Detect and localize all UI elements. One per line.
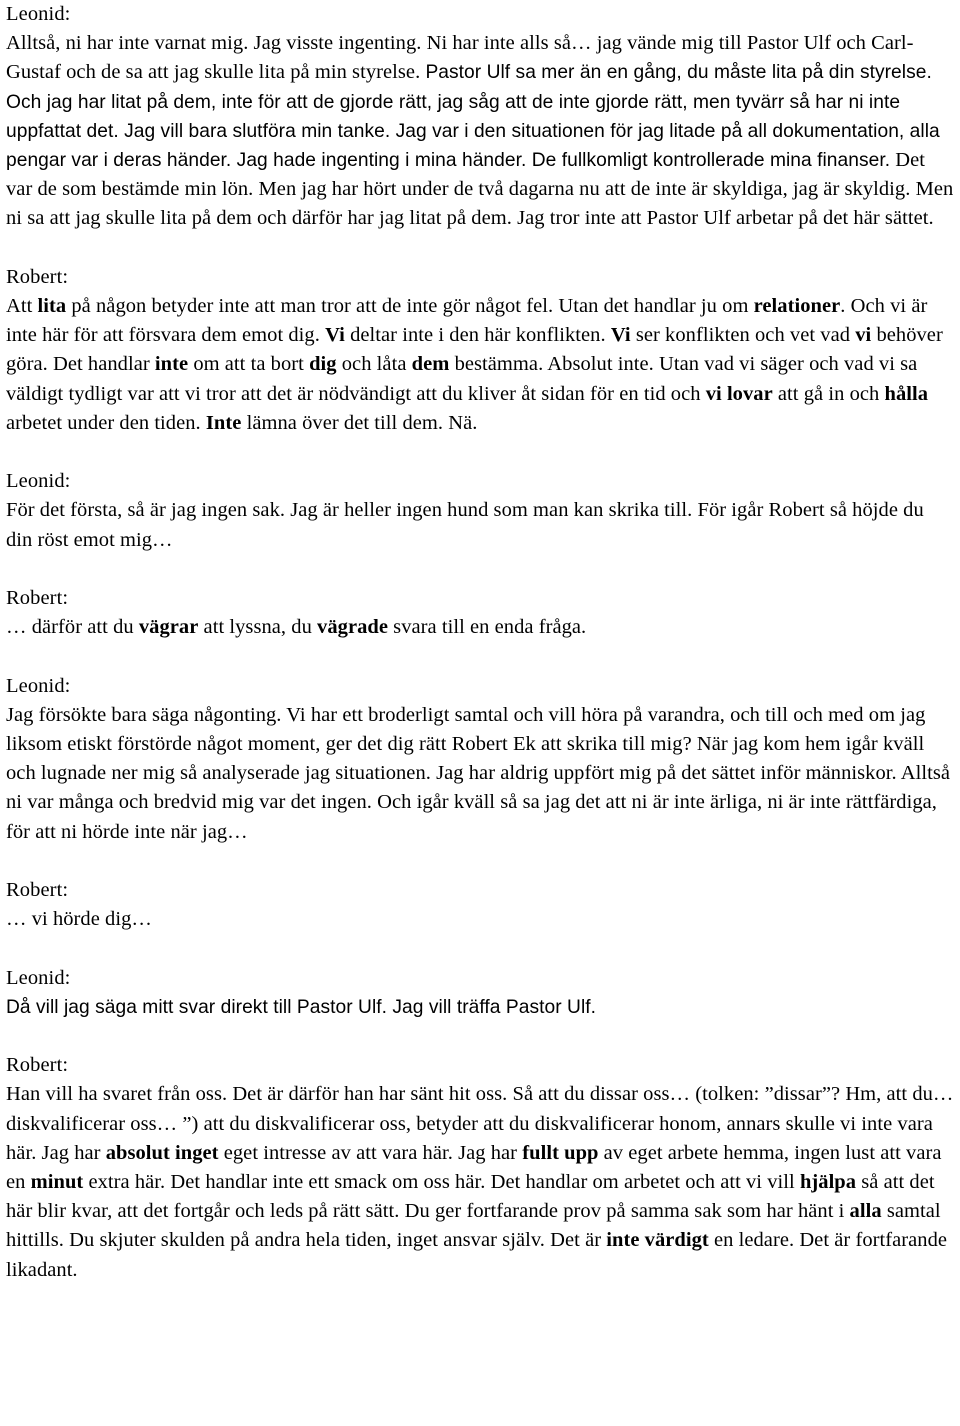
speech-text: För det första, så är jag ingen sak. Jag är heller ingen hund som man kan skrika till. För igår Robert så höjde du din röst emot mig…: [6, 499, 924, 551]
speech-text: deltar inte i den här konflikten.: [344, 324, 611, 347]
speech-text: … vi hörde dig…: [6, 908, 152, 931]
emphasis-text: hjälpa: [799, 1171, 857, 1194]
speaker-label: Leonid:: [6, 674, 71, 697]
speech-text: en ledare. Det är fortfarande likadant.: [6, 1229, 948, 1281]
emphasis-text: dig: [309, 353, 337, 376]
speech-paragraph: [6, 1080, 954, 1284]
emphasis-text: vi lovar: [705, 382, 773, 405]
speech-paragraph: [6, 701, 954, 847]
emphasis-text: inte värdigt: [606, 1229, 709, 1252]
emphasis-text: absolut inget: [105, 1141, 219, 1164]
paragraph-gap: [6, 934, 954, 963]
speech-text: så att det här blir kvar, att det fortgår och leds på rätt sätt. Du ger fortfarande prov på samma sak som har hänt i: [6, 1171, 935, 1223]
speech-paragraph: [6, 613, 954, 642]
speech-text: Pastor Ulf sa mer än en gång, du måste lita på din styrelse. Och jag har litat på dem, inte för att de gjorde rätt, jag såg att de inte gjorde rätt, men tyvärr så har ni inte uppfattat det. Jag vill bara slutföra min tanke. Jag var i den situationen för jag litade på all dokumentation, alla pengar var i deras händer. Jag hade ingenting i mina händer. De fullkomligt kontrollerade mina finanser.: [6, 62, 940, 172]
paragraph-gap: [6, 642, 954, 671]
paragraph-gap: [6, 1022, 954, 1051]
transcript-document: [6, 0, 954, 1285]
speech-text: Han vill ha svaret från oss. Det är därför han har sänt hit oss. Så att du dissar oss… (tolken: ”dissar”? Hm, att du… diskvalificerar oss… ”) att du diskvalificerar oss, betyder att du diskvalificerar honom, annars skulle vi inte vara här. Jag har: [6, 1083, 954, 1164]
speech-text: Alltså, ni har inte varnat mig. Jag visste ingenting. Ni har inte alls så… jag vände mig till Pastor Ulf och Carl-Gustaf och de sa att jag skulle lita på min styrelse.: [6, 32, 914, 84]
emphasis-text: alla: [849, 1200, 882, 1223]
emphasis-text: minut: [30, 1171, 84, 1194]
emphasis-text: inte: [154, 353, 189, 376]
paragraph-gap: [6, 234, 954, 263]
speech-text: samtal hittills. Du skjuter skulden på andra hela tiden, inget ansvar själv. Det är: [6, 1200, 941, 1252]
speech-text: extra här. Det handlar inte ett smack om oss här. Det handlar om arbetet och att vi vill: [83, 1171, 800, 1194]
speaker-label: Robert:: [6, 587, 69, 610]
speech-paragraph: [6, 496, 954, 554]
speech-text: Då vill jag säga mitt svar direkt till Pastor Ulf. Jag vill träffa Pastor Ulf.: [6, 996, 597, 1018]
speaker-label: Robert:: [6, 265, 69, 288]
speech-text: att lyssna, du: [198, 616, 318, 639]
speech-text: … därför att du: [6, 616, 139, 639]
emphasis-text: relationer: [753, 295, 841, 318]
speech-text: svara till en enda fråga.: [388, 616, 587, 639]
speech-text: Att: [6, 295, 38, 318]
speech-paragraph: [6, 993, 954, 1022]
emphasis-text: vi: [855, 324, 872, 347]
emphasis-text: vägrar: [138, 616, 199, 639]
speech-text: lämna över det till dem. Nä.: [241, 411, 478, 434]
paragraph-gap: [6, 438, 954, 467]
paragraph-gap: [6, 555, 954, 584]
speech-paragraph: [6, 29, 954, 233]
speaker-label: Leonid:: [6, 3, 71, 25]
emphasis-text: Vi: [610, 324, 631, 347]
speech-text: Det var de som bestämde min lön. Men jag har hört under de två dagarna nu att de inte är skyldiga, jag är skyldig. Men ni sa att jag skulle lita på dem och därför har jag litat på dem. Jag tror inte att Pastor Ulf arbetar på det här sättet.: [6, 149, 954, 230]
emphasis-text: fullt upp: [522, 1141, 599, 1164]
paragraph-gap: [6, 847, 954, 876]
emphasis-text: hålla: [884, 382, 929, 405]
speech-text: om att ta bort: [188, 353, 310, 376]
speaker-label: Robert:: [6, 1054, 69, 1077]
speech-text: arbetet under den tiden.: [6, 411, 206, 434]
speech-text: Jag försökte bara säga någonting. Vi har ett broderligt samtal och vill höra på varandra, och till och med om jag liksom etiskt förstörde något moment, ger det dig rätt Robert Ek att skrika till mig? När jag kom hem igår kväll och lugnade ner mig så analyserade jag situationen. Jag har aldrig uppfört mig på det sättet inför människor. Alltså ni var många och bredvid mig var det ingen. Och igår kväll så sa jag det att ni är inte ärliga, ni är inte rättfärdiga, för att ni hörde inte när jag…: [6, 703, 950, 843]
speaker-label: Leonid:: [6, 470, 71, 493]
speech-text: eget intresse av att vara här. Jag har: [218, 1141, 523, 1164]
speaker-label: Leonid:: [6, 966, 71, 989]
speech-text: . Och vi är inte här för att försvara dem emot dig.: [6, 295, 928, 347]
speech-text: bestämma. Absolut inte. Utan vad vi säger och vad vi sa väldigt tydligt var att vi tror att det är nödvändigt att du kliver åt sidan för en tid och: [6, 353, 918, 405]
speech-paragraph: [6, 905, 954, 934]
speech-paragraph: [6, 292, 954, 438]
emphasis-text: Inte: [205, 411, 242, 434]
speech-text: ser konflikten och vet vad: [630, 324, 856, 347]
speech-text: på någon betyder inte att man tror att de inte gör något fel. Utan det handlar ju om: [66, 295, 754, 318]
speech-text: behöver göra. Det handlar: [6, 324, 943, 376]
emphasis-text: lita: [37, 295, 67, 318]
emphasis-text: Vi: [325, 324, 345, 347]
speech-text: att gå in och: [772, 382, 885, 405]
speaker-label: Robert:: [6, 879, 69, 902]
speech-text: av eget arbete hemma, ingen lust att vara en: [6, 1141, 942, 1194]
speech-text: och låta: [336, 353, 412, 376]
emphasis-text: vägrade: [317, 616, 388, 639]
emphasis-text: dem: [411, 353, 450, 376]
